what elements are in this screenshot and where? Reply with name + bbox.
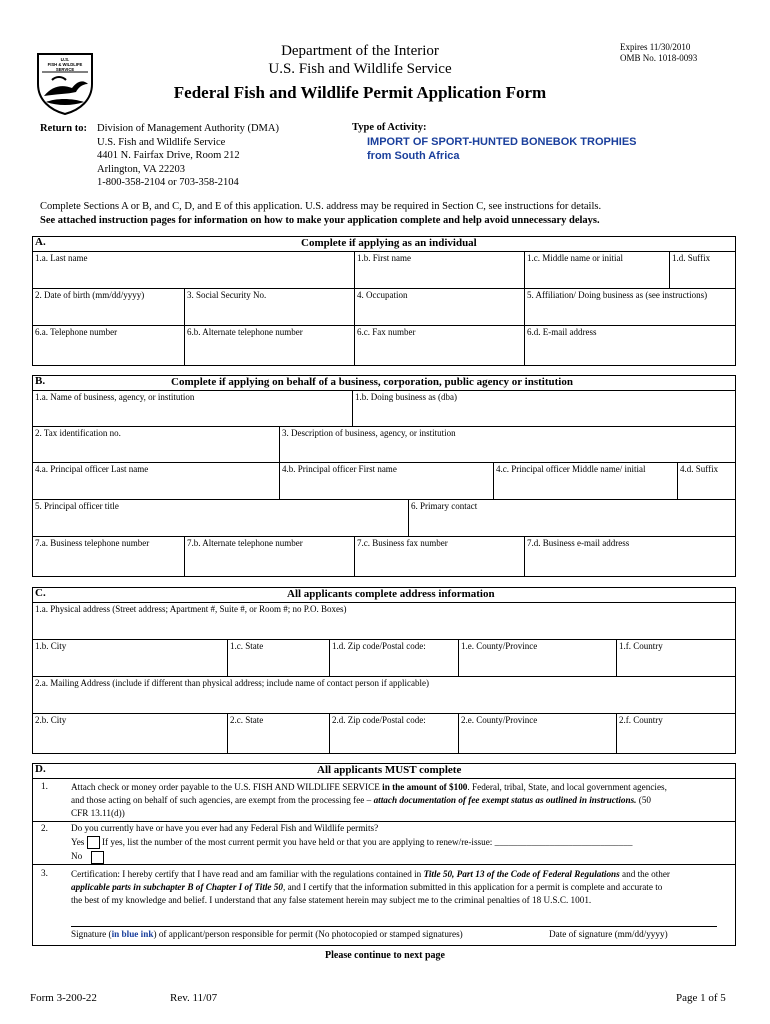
mailing-city-field[interactable]: 2.b. City xyxy=(33,714,228,753)
activity-line-1: IMPORT OF SPORT-HUNTED BONEBOK TROPHIES xyxy=(367,136,637,148)
instructions-line-1: Complete Sections A or B, and C, D, and E of this application. U.S. address may be required in Section C, see instructions for details. xyxy=(40,201,602,212)
svg-text:U.S.: U.S. xyxy=(60,57,70,62)
permit-question xyxy=(71,822,731,864)
yes-label: Yes xyxy=(71,837,85,847)
date-of-birth-field[interactable]: 2. Date of birth (mm/dd/yyyy) xyxy=(33,289,185,326)
country-field[interactable]: 1.f. Country xyxy=(617,640,735,677)
omb-number: OMB No. 1018-0093 xyxy=(620,53,698,63)
svg-text:FISH & WILDLIFE: FISH & WILDLIFE xyxy=(47,62,83,67)
business-fax-field[interactable]: 7.c. Business fax number xyxy=(355,537,525,576)
telephone-field[interactable]: 6.a. Telephone number xyxy=(33,326,185,365)
return-to-address xyxy=(97,122,279,190)
permit-question-text: Do you currently have or have you ever had any Federal Fish and Wildlife permits? xyxy=(71,823,379,833)
return-line: 1-800-358-2104 or 703-358-2104 xyxy=(97,177,239,189)
section-letter: D. xyxy=(35,763,46,775)
mailing-address-field[interactable]: 2.a. Mailing Address (include if different than physical address; include name of contact person if applicable) xyxy=(33,677,735,714)
section-b-header xyxy=(33,376,735,391)
ssn-field[interactable]: 3. Social Security No. xyxy=(185,289,355,326)
state-field[interactable]: 1.c. State xyxy=(228,640,330,677)
primary-contact-field[interactable]: 6. Primary contact xyxy=(409,500,735,537)
section-b xyxy=(32,375,736,577)
return-to-label: Return to: xyxy=(40,123,87,134)
officer-title-field[interactable]: 5. Principal officer title xyxy=(33,500,409,537)
page-number: Page 1 of 5 xyxy=(676,992,726,1004)
tax-id-field[interactable]: 2. Tax identification no. xyxy=(33,427,280,463)
mailing-zip-field[interactable]: 2.d. Zip code/Postal code: xyxy=(330,714,459,753)
occupation-field[interactable]: 4. Occupation xyxy=(355,289,525,326)
section-letter: A. xyxy=(35,236,46,248)
section-c-header xyxy=(33,588,735,603)
alt-telephone-field[interactable]: 6.b. Alternate telephone number xyxy=(185,326,355,365)
yes-checkbox[interactable] xyxy=(87,836,100,849)
type-of-activity-value[interactable] xyxy=(367,135,637,163)
form-title: Federal Fish and Wildlife Permit Application Form xyxy=(173,83,547,102)
section-d xyxy=(32,763,736,946)
certification-text: Certification: I hereby certify that I have read and am familiar with the regulations contained in Title 50, Part 13 of the Code of Federal Regulations and the other applicable parts in subchapter B of Chapter I of Title 50, and I certify that the information submitted in this application for a permit is complete and accurate to the best of my knowledge and belief. I understand that any false statement herein may subject me to the criminal penalties of 18 U.S.C. 1001. xyxy=(71,869,670,905)
return-line: 4401 N. Fairfax Drive, Room 212 xyxy=(97,150,240,162)
expiration-info xyxy=(620,42,697,64)
city-field[interactable]: 1.b. City xyxy=(33,640,228,677)
section-a xyxy=(32,236,736,366)
svg-text:SERVICE: SERVICE xyxy=(55,67,75,72)
section-letter: B. xyxy=(35,375,46,387)
item-number: 3. xyxy=(41,868,48,878)
section-title: Complete if applying on behalf of a business, corporation, public agency or institution xyxy=(171,376,573,388)
item-2-row xyxy=(33,821,735,865)
expires-date: Expires 11/30/2010 xyxy=(620,42,691,52)
middle-name-field[interactable]: 1.c. Middle name or initial xyxy=(525,252,670,289)
type-of-activity-label: Type of Activity: xyxy=(352,122,427,133)
suffix-field[interactable]: 1.d. Suffix xyxy=(670,252,735,289)
usfws-seal-logo xyxy=(32,50,98,116)
no-label: No xyxy=(71,851,83,862)
instructions-line-2: See attached instruction pages for information on how to make your application complete and help avoid unnecessary delays. xyxy=(40,215,600,226)
business-phone-field[interactable]: 7.a. Business telephone number xyxy=(33,537,185,576)
date-of-signature-label: Date of signature (mm/dd/yyyy) xyxy=(549,929,668,939)
business-description-field[interactable]: 3. Description of business, agency, or institution xyxy=(280,427,735,463)
return-line: Arlington, VA 22203 xyxy=(97,163,185,175)
fax-field[interactable]: 6.c. Fax number xyxy=(355,326,525,365)
yes-instructions: If yes, list the number of the most current permit you have held or that you are applying to renew/re-issue: ______________________________ xyxy=(101,837,633,847)
business-email-field[interactable]: 7.d. Business e-mail address xyxy=(527,538,630,548)
general-instructions xyxy=(40,200,740,228)
section-a-header xyxy=(33,237,735,252)
item-3-row xyxy=(33,864,735,944)
signature-line[interactable] xyxy=(71,922,717,927)
officer-last-name-field[interactable]: 4.a. Principal officer Last name xyxy=(33,463,280,500)
item-number: 2. xyxy=(41,823,48,833)
section-d-header xyxy=(33,764,735,779)
activity-line-2: from South Africa xyxy=(367,150,460,162)
affiliation-field[interactable]: 5. Affiliation/ Doing business as (see instructions) xyxy=(525,289,735,326)
revision-date: Rev. 11/07 xyxy=(170,992,218,1004)
county-field[interactable]: 1.e. County/Province xyxy=(459,640,617,677)
item-number: 1. xyxy=(41,781,48,791)
signature-label: Signature (in blue ink) of applicant/person responsible for permit (No photocopied or stamped signatures) xyxy=(71,929,463,939)
business-alt-phone-field[interactable]: 7.b. Alternate telephone number xyxy=(185,537,355,576)
section-title: Complete if applying as an individual xyxy=(301,237,477,249)
no-checkbox[interactable] xyxy=(91,851,104,864)
department-heading xyxy=(200,42,520,78)
email-field[interactable]: 6.d. E-mail address xyxy=(527,327,597,337)
return-line: U.S. Fish and Wildlife Service xyxy=(97,136,226,148)
continue-note: Please continue to next page xyxy=(325,950,445,961)
section-c xyxy=(32,587,736,754)
officer-first-name-field[interactable]: 4.b. Principal officer First name xyxy=(280,463,494,500)
return-line: Division of Management Authority (DMA) xyxy=(97,123,279,134)
mailing-state-field[interactable]: 2.c. State xyxy=(228,714,330,753)
mailing-county-field[interactable]: 2.e. County/Province xyxy=(459,714,617,753)
business-name-field[interactable]: 1.a. Name of business, agency, or institution xyxy=(33,391,353,427)
dept-line-2: U.S. Fish and Wildlife Service xyxy=(268,61,452,77)
physical-address-field[interactable]: 1.a. Physical address (Street address; Apartment #, Suite #, or Room #; no P.O. Boxes) xyxy=(33,603,735,640)
form-number: Form 3-200-22 xyxy=(30,992,97,1004)
dba-field[interactable]: 1.b. Doing business as (dba) xyxy=(353,391,735,427)
section-title: All applicants complete address information xyxy=(287,588,495,600)
section-title: All applicants MUST complete xyxy=(317,764,462,776)
fee-instructions: Attach check or money order payable to the U.S. FISH AND WILDLIFE SERVICE in the amount of $100. Federal, tribal, State, and local government agencies, and those acting on behalf of such agencies, are exempt from the processing fee – attach documentation of fee exempt status as outlined in instructions. (50 CFR 13.11(d)) xyxy=(71,782,667,818)
section-letter: C. xyxy=(35,587,46,599)
last-name-field[interactable]: 1.a. Last name xyxy=(33,252,355,289)
mailing-country-field[interactable]: 2.f. Country xyxy=(619,715,663,725)
officer-middle-name-field[interactable]: 4.c. Principal officer Middle name/ initial xyxy=(494,463,678,500)
dept-line-1: Department of the Interior xyxy=(281,43,439,59)
zip-code-field[interactable]: 1.d. Zip code/Postal code: xyxy=(330,640,459,677)
item-1-row xyxy=(33,779,735,822)
first-name-field[interactable]: 1.b. First name xyxy=(355,252,525,289)
officer-suffix-field[interactable]: 4.d. Suffix xyxy=(678,463,735,500)
